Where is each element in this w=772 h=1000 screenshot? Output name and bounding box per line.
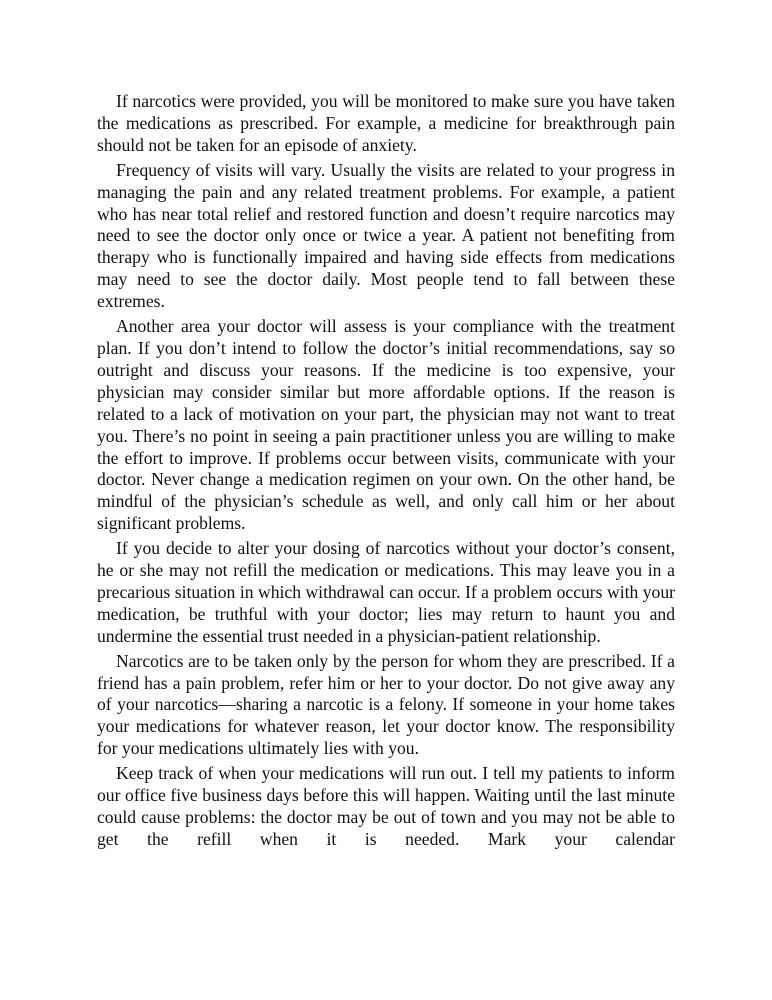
page-body [97,91,675,851]
paragraph-narcotics-monitoring: If narcotics were provided, you will be monitored to make sure you have taken the medications as prescribed. For example, a medicine for breakthrough pain should not be taken for an episode of anxiety. [97,91,675,155]
paragraph-visit-frequency: Frequency of visits will vary. Usually the visits are related to your progress in managing the pain and any related treatment problems. For example, a patient who has near total relief and restored function and doesn’t require narcotics may need to see the doctor only once or twice a year. A patient not benefiting from therapy who is functionally impaired and having side effects from medications may need to see the doctor daily. Most people tend to fall between these extremes. [97,159,675,312]
paragraph-sharing-narcotics: Narcotics are to be taken only by the person for whom they are prescribed. If a friend has a pain problem, refer him or her to your doctor. Do not give away any of your narcotics—sharing a narcotic is a felony. If someone in your home takes your medications for whatever reason, let your doctor know. The responsibility for your medications ultimately lies with you. [97,650,675,759]
paragraph-refill-tracking: Keep track of when your medications will run out. I tell my patients to inform our office five business days before this will happen. Waiting until the last minute could cause problems: the doctor may be out of town and you may not be able to get the refill when it is needed. Mark your calendar [97,763,675,849]
paragraph-treatment-compliance: Another area your doctor will assess is your compliance with the treatment plan. If you don’t intend to follow the doctor’s initial recommendations, say so outright and discuss your reasons. If the medicine is too expensive, your physician may consider similar but more affordable options. If the reason is related to a lack of motivation on your part, the physician may not want to treat you. There’s no point in seeing a pain practitioner unless you are willing to make the effort to improve. If problems occur between visits, communicate with your doctor. Never change a medication regimen on your own. On the other hand, be mindful of the physician’s schedule as well, and only call him or her about significant problems. [97,316,675,534]
paragraph-altering-dosing: If you decide to alter your dosing of narcotics without your doctor’s consent, he or she may not refill the medication or medications. This may leave you in a precarious situation in which withdrawal can occur. If a problem occurs with your medication, be truthful with your doctor; lies may return to haunt you and undermine the essential trust needed in a physician-patient relationship. [97,538,675,646]
